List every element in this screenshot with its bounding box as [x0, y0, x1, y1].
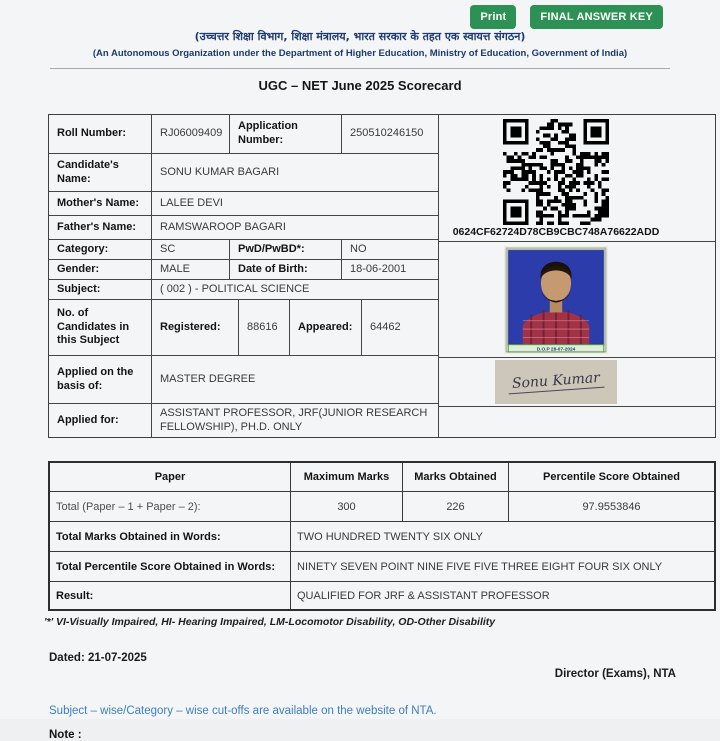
marks-in-words-label: Total Marks Obtained in Words:: [56, 530, 221, 543]
result-value: QUALIFIED FOR JRF & ASSISTANT PROFESSOR: [290, 582, 714, 609]
disability-footnote: '*' VI-Visually Impaired, HI- Hearing Impaired, LM-Locomotor Disability, OD-Other Disability: [44, 616, 496, 628]
mother-name-label: Mother's Name:: [57, 196, 140, 209]
qr-code: [503, 119, 609, 225]
appeared-value: 64462: [361, 300, 438, 355]
marks-obtained-header: Marks Obtained: [402, 463, 508, 491]
pwd-value: NO: [341, 240, 438, 259]
percentile-in-words-label: Total Percentile Score Obtained in Words:: [56, 560, 276, 573]
qr-section: [439, 115, 715, 241]
registered-label: Registered:: [151, 300, 238, 355]
marks-in-words-value: TWO HUNDRED TWENTY SIX ONLY: [290, 522, 714, 551]
note-label: Note :: [49, 729, 82, 741]
candidate-fields: [49, 115, 438, 437]
percentile-value: 97.9553846: [508, 492, 714, 521]
director-signoff: Director (Exams), NTA: [554, 668, 676, 680]
applied-basis-value: MASTER DEGREE: [151, 356, 438, 403]
applied-basis-label: Applied on the basis of:: [57, 365, 134, 392]
org-line-hindi: (उच्चत्तर शिक्षा विभाग, शिक्षा मंत्रालय, भारत सरकार के तहत एक स्वायत्त संगठन): [194, 30, 526, 43]
maximum-marks-value: 300: [290, 492, 402, 521]
application-number-value: 250510246150: [341, 115, 438, 153]
dob-value: 18-06-2001: [341, 260, 438, 279]
total-row: [50, 491, 714, 521]
maximum-marks-header: Maximum Marks: [290, 463, 402, 491]
result-label: Result:: [56, 589, 94, 602]
paper-header: Paper: [154, 471, 186, 483]
subject-value: ( 002 ) - POLITICAL SCIENCE: [151, 280, 438, 299]
table-row: [49, 279, 438, 299]
header-divider: [50, 68, 670, 69]
dated-text: Dated: 21-07-2025: [49, 652, 147, 664]
applied-for-value: ASSISTANT PROFESSOR, JRF(JUNIOR RESEARCH FELLOWSHIP), PH.D. ONLY: [151, 404, 438, 437]
percentile-in-words-value: NINETY SEVEN POINT NINE FIVE FIVE THREE EIGHT FOUR SIX ONLY: [290, 552, 714, 581]
signature-section: [439, 357, 715, 406]
candidate-name-value: SONU KUMAR BAGARI: [151, 154, 438, 191]
candidate-name-label: Candidate's Name:: [57, 158, 119, 185]
subject-label: Subject:: [57, 282, 101, 295]
father-name-label: Father's Name:: [57, 220, 137, 233]
candidate-signature: [495, 360, 617, 404]
percentile-in-words-row: [50, 551, 714, 581]
cutoff-note-link[interactable]: Subject – wise/Category – wise cut-offs are available on the website of NTA.: [49, 705, 437, 717]
signature-text: Sonu Kumar: [507, 370, 604, 395]
percentile-header: Percentile Score Obtained: [508, 463, 714, 491]
total-label: Total (Paper – 1 + Paper – 2):: [56, 500, 201, 513]
pwd-label: PwD/PwBD*:: [229, 240, 341, 259]
table-row: [49, 153, 438, 191]
category-label: Category:: [57, 242, 109, 255]
result-row: [50, 581, 714, 609]
category-value: SC: [151, 240, 229, 259]
gender-value: MALE: [151, 260, 229, 279]
photo-date-caption: D.O.P 28-07-2024: [536, 346, 576, 352]
mother-name-value: LALEE DEVI: [151, 192, 438, 215]
final-answer-key-button[interactable]: FINAL ANSWER KEY: [530, 5, 663, 29]
marks-table: [48, 461, 716, 611]
candidate-info-table: [48, 114, 716, 438]
table-row: [49, 239, 438, 259]
photo-section: [439, 241, 715, 357]
print-button[interactable]: Print: [470, 5, 516, 29]
roll-number-value: RJ06009409: [151, 115, 229, 153]
table-row: [49, 259, 438, 279]
application-number-label: Application Number:: [229, 115, 341, 153]
roll-number-label: Roll Number:: [57, 127, 127, 140]
table-row: [49, 403, 438, 437]
table-row: [49, 355, 438, 403]
applied-for-label: Applied for:: [57, 413, 119, 426]
appeared-label: Appeared:: [289, 300, 361, 355]
table-row: [49, 215, 438, 239]
empty-cell: [439, 406, 715, 437]
gender-label: Gender:: [57, 262, 100, 275]
table-row: [49, 191, 438, 215]
num-candidates-label: No. of Candidates in this Subject: [57, 306, 130, 347]
registered-value: 88616: [238, 300, 289, 355]
page-title: UGC – NET June 2025 Scorecard: [258, 78, 462, 93]
marks-obtained-value: 226: [402, 492, 508, 521]
father-name-value: RAMSWAROOP BAGARI: [151, 216, 438, 239]
table-row: [49, 299, 438, 355]
marks-in-words-row: [50, 521, 714, 551]
table-row: [49, 115, 438, 153]
org-line-english: (An Autonomous Organization under the Department of Higher Education, Ministry of Education, Government of India): [92, 48, 628, 59]
qr-hash-text: 0624CF62724D78CB9CBC748A76622ADD: [452, 225, 660, 238]
candidate-photo: [504, 246, 608, 354]
dob-label: Date of Birth:: [229, 260, 341, 279]
candidate-media-panel: [438, 115, 715, 437]
marks-header-row: [50, 463, 714, 491]
toolbar: [470, 5, 663, 29]
